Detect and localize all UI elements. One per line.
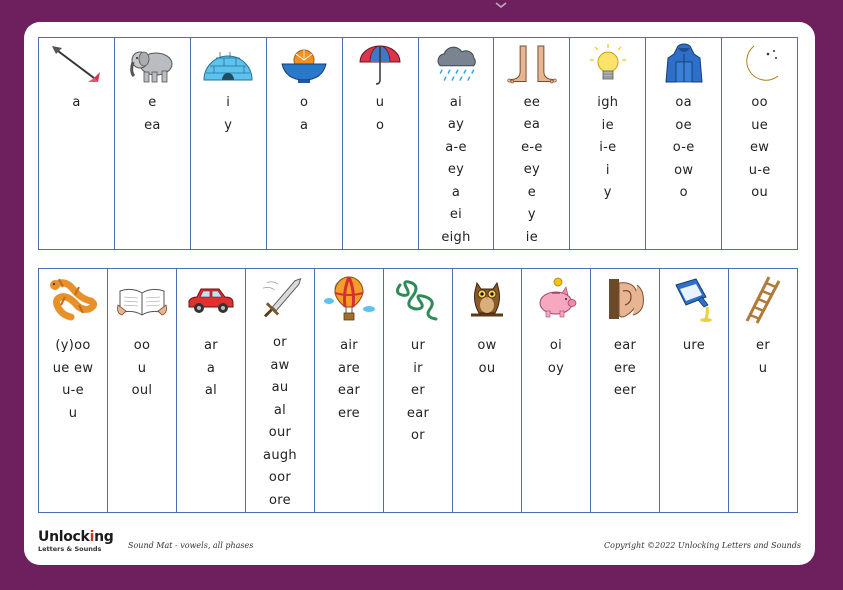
spelling: ie xyxy=(525,229,538,245)
logo-subtitle: Letters & Sounds xyxy=(38,545,102,553)
spelling: ere xyxy=(614,360,636,376)
spelling: ir xyxy=(413,360,423,376)
sound-cell xyxy=(177,269,246,512)
spelling: y xyxy=(527,207,536,222)
lizard-icon xyxy=(45,275,101,325)
sword-icon xyxy=(252,275,308,322)
sound-grid-row-2 xyxy=(38,268,798,513)
spelling: i xyxy=(605,162,610,178)
spelling: ore xyxy=(269,492,291,508)
elephant-icon xyxy=(124,42,180,86)
spelling: ow xyxy=(477,338,497,353)
logo-text: ng xyxy=(94,529,114,545)
sound-cell xyxy=(108,269,177,512)
spelling: or xyxy=(273,335,287,350)
spelling: ai xyxy=(449,94,463,110)
logo-keyhole-i: i xyxy=(89,529,95,545)
squiggle-icon xyxy=(390,275,446,325)
igloo-icon xyxy=(200,42,256,86)
sound-cell xyxy=(267,38,343,249)
spelling: ee xyxy=(523,94,541,110)
spelling: ue xyxy=(751,117,769,133)
spelling: u xyxy=(375,95,385,110)
spelling: a xyxy=(300,117,309,133)
ladder-icon xyxy=(735,275,791,325)
spelling: aw xyxy=(270,357,290,373)
spelling: o xyxy=(679,185,688,200)
spelling: or xyxy=(411,428,425,443)
sound-cell xyxy=(660,269,729,512)
owl-icon xyxy=(459,275,515,325)
spelling: oe xyxy=(675,117,692,133)
logo-text: Unlock xyxy=(38,529,90,545)
sound-cell xyxy=(591,269,660,512)
spelling: y xyxy=(224,117,233,133)
spelling: ey xyxy=(447,162,465,177)
hot-air-balloon-icon xyxy=(321,275,377,325)
spelling: are xyxy=(338,360,360,376)
spelling: ear xyxy=(337,383,361,398)
spelling: u-e xyxy=(748,162,771,178)
spelling: e xyxy=(148,95,157,110)
spelling: y xyxy=(603,185,612,200)
spelling: u xyxy=(758,360,768,376)
spelling: a xyxy=(72,95,81,110)
spelling: a-e xyxy=(445,139,467,155)
spelling: o xyxy=(375,117,385,133)
spelling: (y)oo xyxy=(55,338,91,353)
spelling: oo xyxy=(133,338,151,353)
rain-cloud-icon xyxy=(428,42,484,86)
sound-grid-row-1 xyxy=(38,37,798,250)
sound-cell xyxy=(343,38,419,249)
light-bulb-icon xyxy=(580,42,636,86)
sound-cell xyxy=(722,38,797,249)
spelling: ear xyxy=(406,405,430,421)
pouring-bottle-icon xyxy=(666,275,722,325)
spelling: ey xyxy=(523,162,541,177)
spelling: al xyxy=(273,402,287,418)
sound-cell xyxy=(246,269,315,512)
spelling: a xyxy=(206,360,216,376)
spelling: ow xyxy=(674,162,694,178)
spelling: eer xyxy=(613,383,637,398)
sound-cell xyxy=(39,269,108,512)
spelling: ou xyxy=(751,185,768,200)
feet-icon xyxy=(504,42,560,86)
spelling: i xyxy=(226,95,231,110)
spelling: oi xyxy=(549,338,563,353)
spelling: ear xyxy=(613,338,637,353)
spelling: ere xyxy=(338,405,360,421)
spelling: oy xyxy=(547,360,565,376)
unlocking-logo xyxy=(38,530,113,553)
sound-cell xyxy=(384,269,453,512)
chevron-down-icon[interactable] xyxy=(494,0,508,10)
spelling: oor xyxy=(268,470,292,485)
copyright-text: Copyright ©2022 Unlocking Letters and Sounds xyxy=(604,541,801,550)
spelling: ay xyxy=(447,117,465,132)
sound-cell xyxy=(570,38,646,249)
spelling: ew xyxy=(749,140,770,155)
spelling: ea xyxy=(144,117,161,133)
spelling: a xyxy=(451,184,461,200)
umbrella-icon xyxy=(352,42,408,86)
spelling: o-e xyxy=(672,140,695,155)
sound-cell xyxy=(191,38,267,249)
spelling: ar xyxy=(204,338,218,353)
sound-mat-card xyxy=(24,22,815,565)
piggy-bank-icon xyxy=(528,275,584,325)
spelling: al xyxy=(204,383,218,398)
spelling: i-e xyxy=(599,140,617,155)
sound-cell xyxy=(646,38,722,249)
sound-cell xyxy=(494,38,570,249)
spelling: e-e xyxy=(521,139,543,155)
sound-cell xyxy=(453,269,522,512)
spelling: ue ew xyxy=(52,360,94,376)
sound-cell xyxy=(315,269,384,512)
spelling: u xyxy=(68,405,78,421)
ear-icon xyxy=(597,275,653,325)
spelling: our xyxy=(268,425,292,440)
sound-cell xyxy=(419,38,495,249)
spelling: ie xyxy=(601,117,614,133)
orange-bowl-icon xyxy=(276,42,332,86)
spelling: u xyxy=(137,360,147,376)
moon-icon xyxy=(732,42,788,86)
arrow-icon xyxy=(48,42,104,86)
spelling: ou xyxy=(478,360,496,376)
car-icon xyxy=(183,275,239,325)
spelling: ea xyxy=(523,117,541,132)
spelling: au xyxy=(271,380,289,395)
spelling: e xyxy=(527,184,537,200)
spelling: ei xyxy=(449,207,463,222)
spelling: air xyxy=(340,338,358,353)
spelling: igh xyxy=(597,95,619,110)
mat-title: Sound Mat - vowels, all phases xyxy=(128,541,254,550)
spelling: u-e xyxy=(62,383,84,398)
spelling: oa xyxy=(675,95,692,110)
spelling: oo xyxy=(751,95,768,110)
spelling: oul xyxy=(131,383,153,398)
spelling: er xyxy=(756,338,770,353)
sound-cell xyxy=(39,38,115,249)
spelling: ur xyxy=(410,338,426,353)
spelling: augh xyxy=(263,447,297,463)
spelling: ure xyxy=(682,338,706,353)
spelling: eigh xyxy=(441,229,471,245)
book-icon xyxy=(114,275,170,325)
sound-cell xyxy=(522,269,591,512)
spelling: o xyxy=(300,95,309,110)
spelling: er xyxy=(411,383,425,398)
sound-cell xyxy=(115,38,191,249)
coat-icon xyxy=(656,42,712,86)
sound-cell xyxy=(729,269,797,512)
